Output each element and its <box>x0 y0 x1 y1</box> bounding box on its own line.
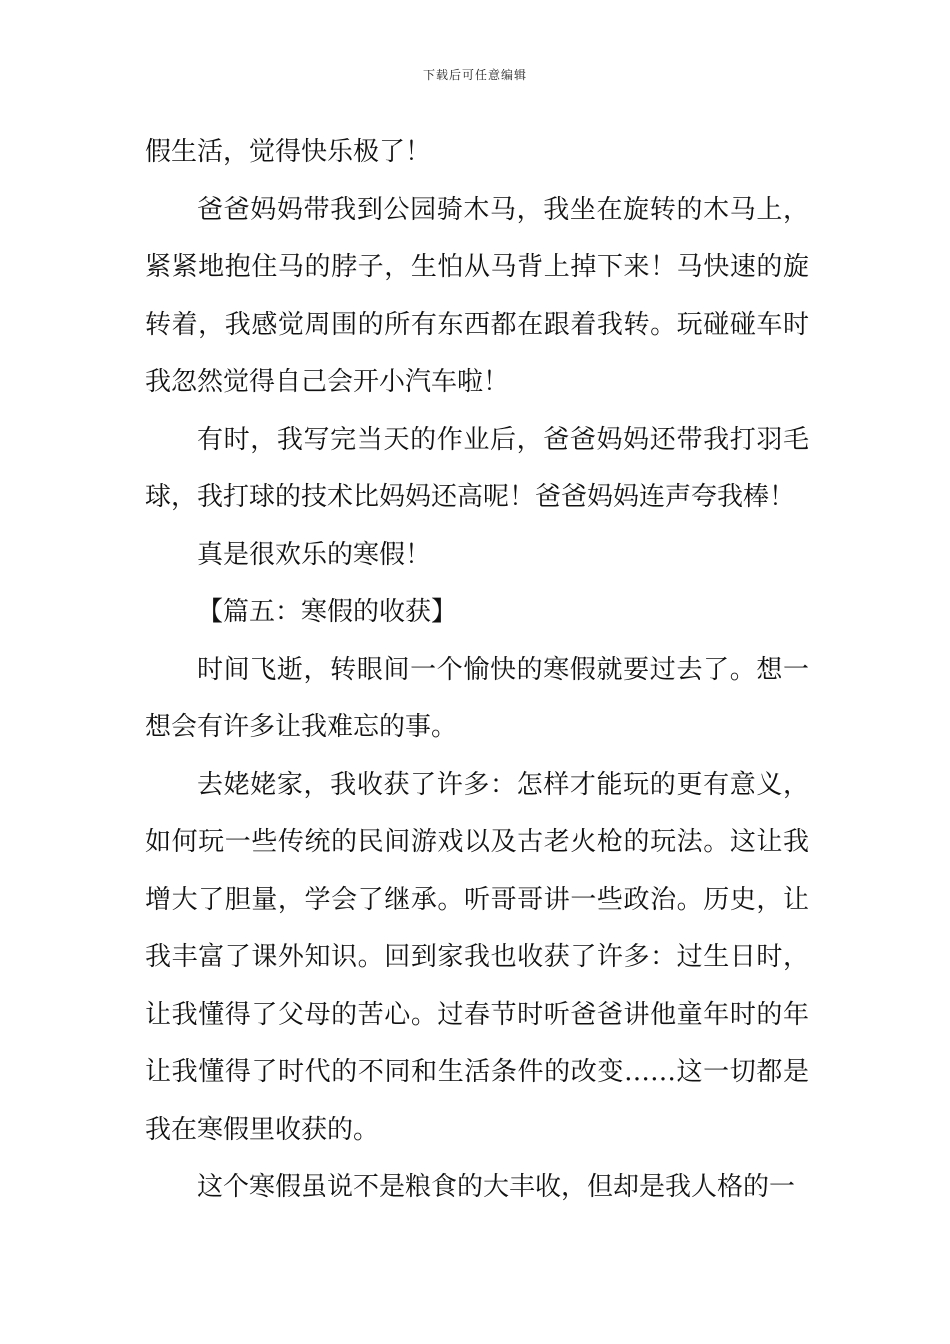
document-body <box>145 124 809 1217</box>
paragraph-5: 时间飞逝，转眼间一个愉快的寒假就要过去了。想一想会有许多让我难忘的事。 <box>145 654 809 742</box>
section-heading: 【篇五：寒假的收获】 <box>197 597 458 627</box>
paragraph-3: 有时，我写完当天的作业后，爸爸妈妈还带我打羽毛球，我打球的技术比妈妈还高呢！爸爸妈妈连声夸我棒！ <box>145 424 809 512</box>
paragraph-1: 假生活，觉得快乐极了！ <box>145 137 432 167</box>
paragraph-2: 爸爸妈妈带我到公园骑木马，我坐在旋转的木马上，紧紧地抱住马的脖子，生怕从马背上掉下来！马快速的旋转着，我感觉周围的所有东西都在跟着我转。玩碰碰车时我忽然觉得自己会开小汽车啦！ <box>145 194 809 397</box>
page-header: 下载后可任意编辑 <box>422 68 527 82</box>
paragraph-7: 这个寒假虽说不是粮食的大丰收，但却是我人格的一 <box>197 1172 796 1202</box>
paragraph-4: 真是很欢乐的寒假！ <box>197 539 432 570</box>
paragraph-6: 去姥姥家，我收获了许多：怎样才能玩的更有意义，如何玩一些传统的民间游戏以及古老火枪的玩法。这让我增大了胆量，学会了继承。听哥哥讲一些政治。历史，让我丰富了课外知识。回到家我也收获了许多：过生日时，让我懂得了父母的苦心。过春节时听爸爸讲他童年时的年让我懂得了时代的不同和生活条件的改变……这一切都是我在寒假里收获的。 <box>145 769 809 1145</box>
